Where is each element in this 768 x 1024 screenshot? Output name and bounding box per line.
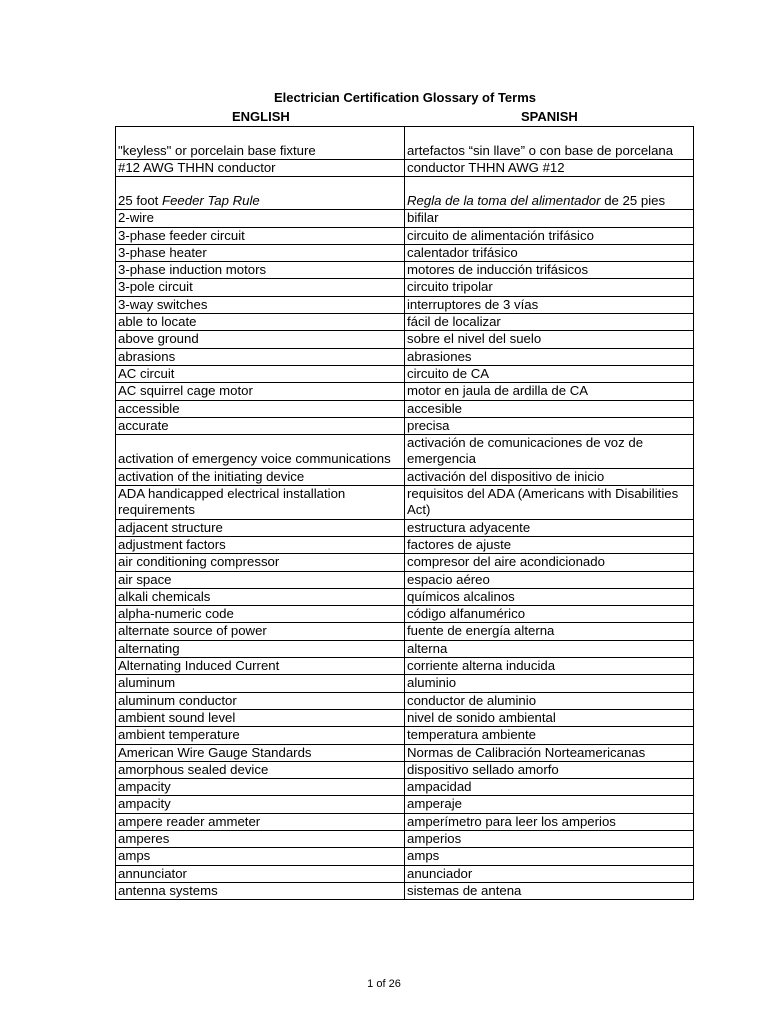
english-term — [116, 727, 405, 744]
english-term — [116, 400, 405, 417]
column-header-english: ENGLISH — [232, 109, 290, 124]
english-term-text: annunciator — [118, 865, 187, 881]
english-term — [116, 692, 405, 709]
english-term — [116, 830, 405, 847]
spanish-term — [405, 160, 694, 177]
spanish-term — [405, 761, 694, 778]
spanish-term-text: estructura adyacente — [407, 519, 531, 535]
spanish-term-text: bifilar — [407, 210, 439, 226]
english-term-text: 3-phase feeder circuit — [118, 227, 245, 243]
spanish-term — [405, 365, 694, 382]
spanish-term — [405, 848, 694, 865]
english-term — [116, 417, 405, 434]
spanish-term-text: calentador trifásico — [407, 244, 518, 260]
table-row — [116, 486, 694, 520]
spanish-term-text: factores de ajuste — [407, 536, 512, 552]
table-row — [116, 262, 694, 279]
table-row — [116, 692, 694, 709]
spanish-term — [405, 296, 694, 313]
table-row — [116, 554, 694, 571]
english-term — [116, 365, 405, 382]
english-term — [116, 348, 405, 365]
english-term-text: American Wire Gauge Standards — [118, 744, 312, 760]
table-row — [116, 210, 694, 227]
spanish-term — [405, 658, 694, 675]
english-term — [116, 744, 405, 761]
table-row — [116, 709, 694, 726]
document-title: Electrician Certification Glossary of Terms — [273, 90, 536, 105]
spanish-term — [405, 675, 694, 692]
english-term — [116, 383, 405, 400]
spanish-term-text: químicos alcalinos — [407, 588, 515, 604]
table-row — [116, 796, 694, 813]
english-term-text: "keyless" or porcelain base fixture — [118, 142, 316, 158]
english-term-text: adjustment factors — [118, 536, 226, 552]
table-row — [116, 127, 694, 160]
english-term-text: ampacity — [118, 796, 171, 812]
table-row — [116, 348, 694, 365]
english-term-text: #12 AWG THHN conductor — [118, 160, 276, 175]
english-term — [116, 882, 405, 899]
english-term-text: alternating — [118, 640, 180, 656]
english-term-text: ambient temperature — [118, 727, 240, 743]
english-term-text: Alternating Induced Current — [118, 658, 280, 674]
table-row — [116, 727, 694, 744]
table-row — [116, 160, 694, 177]
english-term-text: activation of the initiating device — [118, 468, 305, 484]
spanish-term — [405, 279, 694, 296]
english-term-text: above ground — [118, 331, 199, 347]
english-term-text: 2-wire — [118, 210, 154, 226]
table-row — [116, 830, 694, 847]
table-row — [116, 606, 694, 623]
english-term — [116, 571, 405, 588]
table-row — [116, 761, 694, 778]
spanish-term-text: motor en jaula de ardilla de CA — [407, 383, 589, 399]
english-term — [116, 761, 405, 778]
table-row — [116, 588, 694, 605]
english-term-text: 3-way switches — [118, 296, 208, 312]
spanish-term — [405, 830, 694, 847]
spanish-term — [405, 623, 694, 640]
table-row — [116, 383, 694, 400]
english-term-text: AC circuit — [118, 365, 175, 381]
spanish-term — [405, 796, 694, 813]
table-row — [116, 400, 694, 417]
spanish-term — [405, 435, 694, 469]
spanish-term — [405, 588, 694, 605]
english-term-text: 3-pole circuit — [118, 279, 193, 295]
english-term-text: 25 foot — [118, 193, 159, 208]
english-term — [116, 486, 405, 520]
spanish-term — [405, 727, 694, 744]
spanish-term — [405, 692, 694, 709]
english-term-text: able to locate — [118, 314, 197, 330]
spanish-term-text: conductor THHN AWG #12 — [407, 160, 565, 175]
english-term-text: accessible — [118, 400, 180, 416]
english-term-text: AC squirrel cage motor — [118, 383, 253, 399]
english-term-text: air conditioning compressor — [118, 554, 280, 570]
table-row — [116, 882, 694, 899]
english-term — [116, 640, 405, 657]
english-term-text: amps — [118, 848, 151, 864]
table-row — [116, 865, 694, 882]
table-row — [116, 813, 694, 830]
english-term — [116, 160, 405, 177]
english-term-italic: Feeder Tap Rule — [162, 193, 260, 208]
spanish-term — [405, 468, 694, 485]
english-term — [116, 435, 405, 469]
english-term — [116, 314, 405, 331]
english-term-text: activation of emergency voice communications — [118, 451, 391, 467]
spanish-term-text: artefactos “sin llave” o con base de porcelana — [407, 142, 674, 158]
spanish-term — [405, 519, 694, 536]
spanish-term — [405, 640, 694, 657]
english-term-text: 3-phase heater — [118, 244, 207, 260]
table-row — [116, 675, 694, 692]
table-row — [116, 571, 694, 588]
english-term-text: alkali chemicals — [118, 588, 211, 604]
spanish-term — [405, 127, 694, 160]
english-term — [116, 796, 405, 813]
spanish-term-text: requisitos del ADA (Americans with Disabilities Act) — [407, 486, 679, 518]
spanish-term — [405, 554, 694, 571]
spanish-term-text: activación del dispositivo de inicio — [407, 468, 605, 484]
english-term-text: alpha-numeric code — [118, 606, 234, 622]
table-row — [116, 519, 694, 536]
table-row — [116, 227, 694, 244]
english-term-text: adjacent structure — [118, 519, 223, 535]
spanish-term-text: dispositivo sellado amorfo — [407, 761, 559, 777]
english-term-text: ambient sound level — [118, 709, 236, 725]
english-term — [116, 588, 405, 605]
table-row — [116, 177, 694, 210]
english-term-text: ampacity — [118, 779, 171, 795]
spanish-term-text: código alfanumérico — [407, 606, 526, 622]
english-term-text: ampere reader ammeter — [118, 813, 261, 829]
english-term-text: accurate — [118, 417, 169, 433]
english-term — [116, 779, 405, 796]
spanish-term — [405, 813, 694, 830]
english-term — [116, 227, 405, 244]
spanish-term-text: amperios — [407, 830, 462, 846]
table-row — [116, 744, 694, 761]
spanish-term-text: compresor del aire acondicionado — [407, 554, 605, 570]
spanish-term — [405, 571, 694, 588]
spanish-term-text: interruptores de 3 vías — [407, 296, 539, 312]
spanish-term — [405, 244, 694, 261]
spanish-term — [405, 383, 694, 400]
english-term — [116, 210, 405, 227]
english-term — [116, 177, 405, 210]
spanish-term-text: amperaje — [407, 796, 462, 812]
table-row — [116, 623, 694, 640]
spanish-term — [405, 314, 694, 331]
english-term-text: abrasions — [118, 348, 176, 364]
spanish-term-text: circuito de alimentación trifásico — [407, 227, 594, 243]
spanish-term-text: fácil de localizar — [407, 314, 501, 330]
spanish-term — [405, 331, 694, 348]
spanish-term-text: espacio aéreo — [407, 571, 490, 587]
english-term-text: alternate source of power — [118, 623, 267, 639]
english-term-text: ADA handicapped electrical installation requirements — [118, 486, 346, 518]
table-row — [116, 279, 694, 296]
glossary-body — [116, 127, 694, 900]
spanish-term-text: fuente de energía alterna — [407, 623, 555, 639]
spanish-term — [405, 486, 694, 520]
page-number: 1 of 26 — [367, 978, 401, 990]
english-term — [116, 296, 405, 313]
table-row — [116, 658, 694, 675]
spanish-term-text: ampacidad — [407, 779, 472, 795]
english-term — [116, 848, 405, 865]
english-term-text: air space — [118, 571, 172, 587]
english-term — [116, 262, 405, 279]
english-term — [116, 813, 405, 830]
spanish-term-text: aluminio — [407, 675, 457, 691]
spanish-term — [405, 417, 694, 434]
english-term-text: antenna systems — [118, 882, 218, 898]
glossary-table — [115, 126, 694, 900]
english-term — [116, 658, 405, 675]
spanish-term-text: abrasiones — [407, 348, 472, 364]
english-term — [116, 127, 405, 160]
spanish-term-text: activación de comunicaciones de voz de emergencia — [407, 435, 644, 467]
spanish-term-text: amps — [407, 848, 440, 864]
spanish-term — [405, 227, 694, 244]
spanish-term-text: corriente alterna inducida — [407, 658, 556, 674]
spanish-term — [405, 779, 694, 796]
english-term — [116, 536, 405, 553]
spanish-term — [405, 348, 694, 365]
table-row — [116, 848, 694, 865]
english-term — [116, 623, 405, 640]
spanish-term-text: motores de inducción trifásicos — [407, 262, 589, 278]
english-term — [116, 331, 405, 348]
english-term — [116, 468, 405, 485]
english-term — [116, 865, 405, 882]
spanish-term — [405, 177, 694, 210]
table-row — [116, 296, 694, 313]
table-row — [116, 435, 694, 469]
spanish-term-text: sobre el nivel del suelo — [407, 331, 542, 347]
spanish-term — [405, 210, 694, 227]
english-term — [116, 554, 405, 571]
spanish-term — [405, 262, 694, 279]
english-term — [116, 675, 405, 692]
spanish-term-text: temperatura ambiente — [407, 727, 537, 743]
table-row — [116, 244, 694, 261]
spanish-term — [405, 536, 694, 553]
spanish-term — [405, 865, 694, 882]
english-term — [116, 279, 405, 296]
spanish-term-text: de 25 pies — [604, 193, 666, 208]
english-term — [116, 709, 405, 726]
english-term-text: 3-phase induction motors — [118, 262, 267, 278]
column-header-spanish: SPANISH — [521, 109, 578, 124]
english-term-text: aluminum conductor — [118, 692, 237, 708]
spanish-term-text: nivel de sonido ambiental — [407, 709, 556, 725]
spanish-term-text: conductor de aluminio — [407, 692, 537, 708]
table-row — [116, 365, 694, 382]
spanish-term — [405, 709, 694, 726]
spanish-term-text: alterna — [407, 640, 448, 656]
table-row — [116, 536, 694, 553]
english-term — [116, 244, 405, 261]
spanish-term-text: sistemas de antena — [407, 882, 522, 898]
spanish-term — [405, 606, 694, 623]
table-row — [116, 331, 694, 348]
table-row — [116, 779, 694, 796]
table-row — [116, 417, 694, 434]
spanish-term-text: amperímetro para leer los amperios — [407, 813, 616, 829]
spanish-term — [405, 882, 694, 899]
english-term — [116, 519, 405, 536]
english-term-text: aluminum — [118, 675, 176, 691]
spanish-term — [405, 744, 694, 761]
table-row — [116, 640, 694, 657]
spanish-term — [405, 400, 694, 417]
spanish-term-text: accesible — [407, 400, 462, 416]
english-term-text: amperes — [118, 830, 170, 846]
spanish-term-text: precisa — [407, 417, 450, 433]
spanish-term-text: Normas de Calibración Norteamericanas — [407, 744, 646, 760]
spanish-term-text: anunciador — [407, 865, 473, 881]
english-term — [116, 606, 405, 623]
english-term-text: amorphous sealed device — [118, 761, 269, 777]
table-row — [116, 314, 694, 331]
spanish-term-text: circuito tripolar — [407, 279, 493, 295]
spanish-term-text: circuito de CA — [407, 365, 490, 381]
table-row — [116, 468, 694, 485]
spanish-term-italic: Regla de la toma del alimentador — [407, 193, 601, 208]
